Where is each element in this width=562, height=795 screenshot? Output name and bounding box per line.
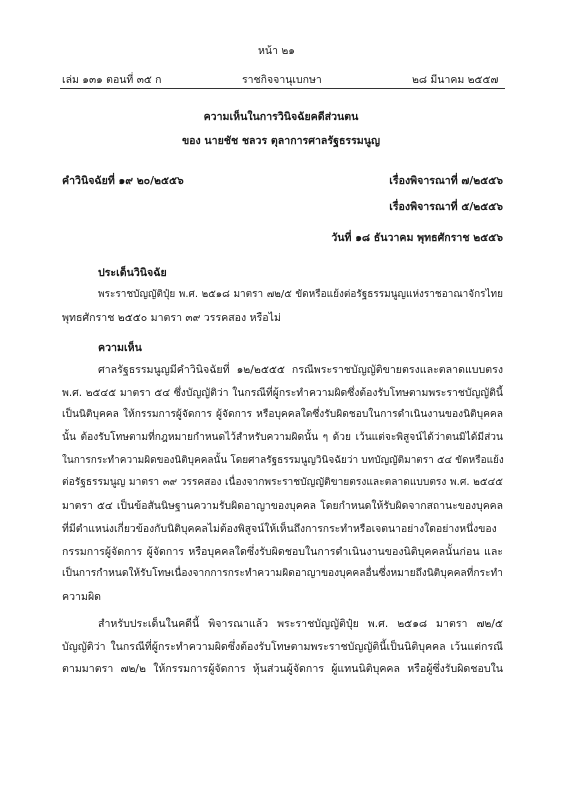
opinion-line: ความผิด [62,590,102,603]
opinion-line: ในการกระทำความผิดของนิติบุคคลนั้น โดยศาลรัฐธรรมนูญวินิจฉัยว่า บทบัญญัติมาตรา ๕๔ ขัดหรือแย้ง [62,454,504,466]
opinion-heading: ความเห็น [98,342,142,354]
issue-paragraph [62,284,503,329]
opinion-line: พ.ศ. ๒๕๔๕ มาตรา ๕๔ ซึ่งบัญญัติว่า ในกรณีที่ผู้กระทำความผิดซึ่งต้องรับโทษตามพระราชบัญญัตินี้ [62,386,503,399]
ruling-number: คำวินิจฉัยที่ ๑๙ ๒๐/๒๕๕๖ [62,175,184,187]
opinion-line: มาตรา ๕๔ เป็นข้อสันนิษฐานความรับผิดอาญาของบุคคล โดยกำหนดให้รับผิดจากสถานะของบุคคล [62,500,503,513]
opinion-line: นั้น ต้องรับโทษตามที่กฎหมายกำหนดไว้สำหรับความผิดนั้น ๆ ด้วย เว้นแต่จะพิสูจน์ได้ว่าตนมิได้มีส่วน [62,432,503,444]
opinion-paragraph-1 [62,359,503,609]
gazette-name: ราชกิจจานุเบกษา [242,74,322,86]
header-date: ๒๘ มีนาคม ๒๕๕๗ [412,74,499,86]
page-number: หน้า ๒๑ [258,45,295,57]
matter-number-2: เรื่องพิจารณาที่ ๕/๒๕๕๖ [389,201,503,213]
issue-line: พุทธศักราช ๒๕๕๐ มาตรา ๓๙ วรรคสอง หรือไม่ [62,311,281,324]
matter-number-1: เรื่องพิจารณาที่ ๗/๒๕๕๖ [389,175,503,187]
ruling-date: วันที่ ๑๘ ธันวาคม พุทธศักราช ๒๕๕๖ [331,232,503,244]
opinion-paragraph-2 [62,613,503,681]
opinion-line: ตามมาตรา ๗๒/๒ ให้กรรมการผู้จัดการ หุ้นส่วนผู้จัดการ ผู้แทนนิติบุคคล หรือผู้ซึ่งรับผิดชอบใน [62,663,503,676]
opinion-line: สำหรับประเด็นในคดีนี้ พิจารณาแล้ว พระราชบัญญัติปุ๋ย พ.ศ. ๒๕๑๘ มาตรา ๗๒/๕ [98,618,503,630]
header-rule [60,88,505,89]
opinion-line: บัญญัติว่า ในกรณีที่ผู้กระทำความผิดซึ่งต้องรับโทษตามพระราชบัญญัตินี้เป็นนิติบุคคล เว้นแต่กรณี [62,640,503,653]
issue-heading: ประเด็นวินิจฉัย [98,267,167,279]
volume-issue: เล่ม ๑๓๑ ตอนที่ ๓๕ ก [62,74,162,86]
issue-line: พระราชบัญญัติปุ๋ย พ.ศ. ๒๕๑๘ มาตรา ๗๒/๕ ขัดหรือแย้งต่อรัฐธรรมนูญแห่งราชอาณาจักรไทย [98,289,503,300]
document-title: ความเห็นในการวินิจฉัยคดีส่วนตน [203,111,359,123]
opinion-line: ศาลรัฐธรรมนูญมีคำวินิจฉัยที่ ๑๒/๒๕๕๕ กรณีพระราชบัญญัติขายตรงและตลาดแบบตรง [98,364,503,376]
opinion-line: กรรมการผู้จัดการ ผู้จัดการ หรือบุคคลใดซึ่งรับผิดชอบในการดำเนินงานของนิติบุคคลนั้นก่อน และ [62,545,503,558]
opinion-line: ต่อรัฐธรรมนูญ มาตรา ๓๙ วรรคสอง เนื่องจากพระราชบัญญัติขายตรงและตลาดแบบตรง พ.ศ. ๒๕๔๕ [62,477,503,489]
opinion-line: เป็นนิติบุคคล ให้กรรมการผู้จัดการ ผู้จัดการ หรือบุคคลใดซึ่งรับผิดชอบในการดำเนินงานของนิติบุคคล [62,409,503,421]
document-author: ของ นายชัช ชลวร ตุลาการศาลรัฐธรรมนูญ [181,135,381,147]
opinion-line: ที่มีตำแหน่งเกี่ยวข้องกับนิติบุคคลไม่ต้องพิสูจน์ให้เห็นถึงการกระทำหรือเจตนาอย่างใดอย่างหนึ่งของ [62,522,497,535]
opinion-line: เป็นการกำหนดให้รับโทษเนื่องจากการกระทำความผิดอาญาของบุคคลอื่นซึ่งหมายถึงนิติบุคคลที่กระทำ [62,568,503,580]
